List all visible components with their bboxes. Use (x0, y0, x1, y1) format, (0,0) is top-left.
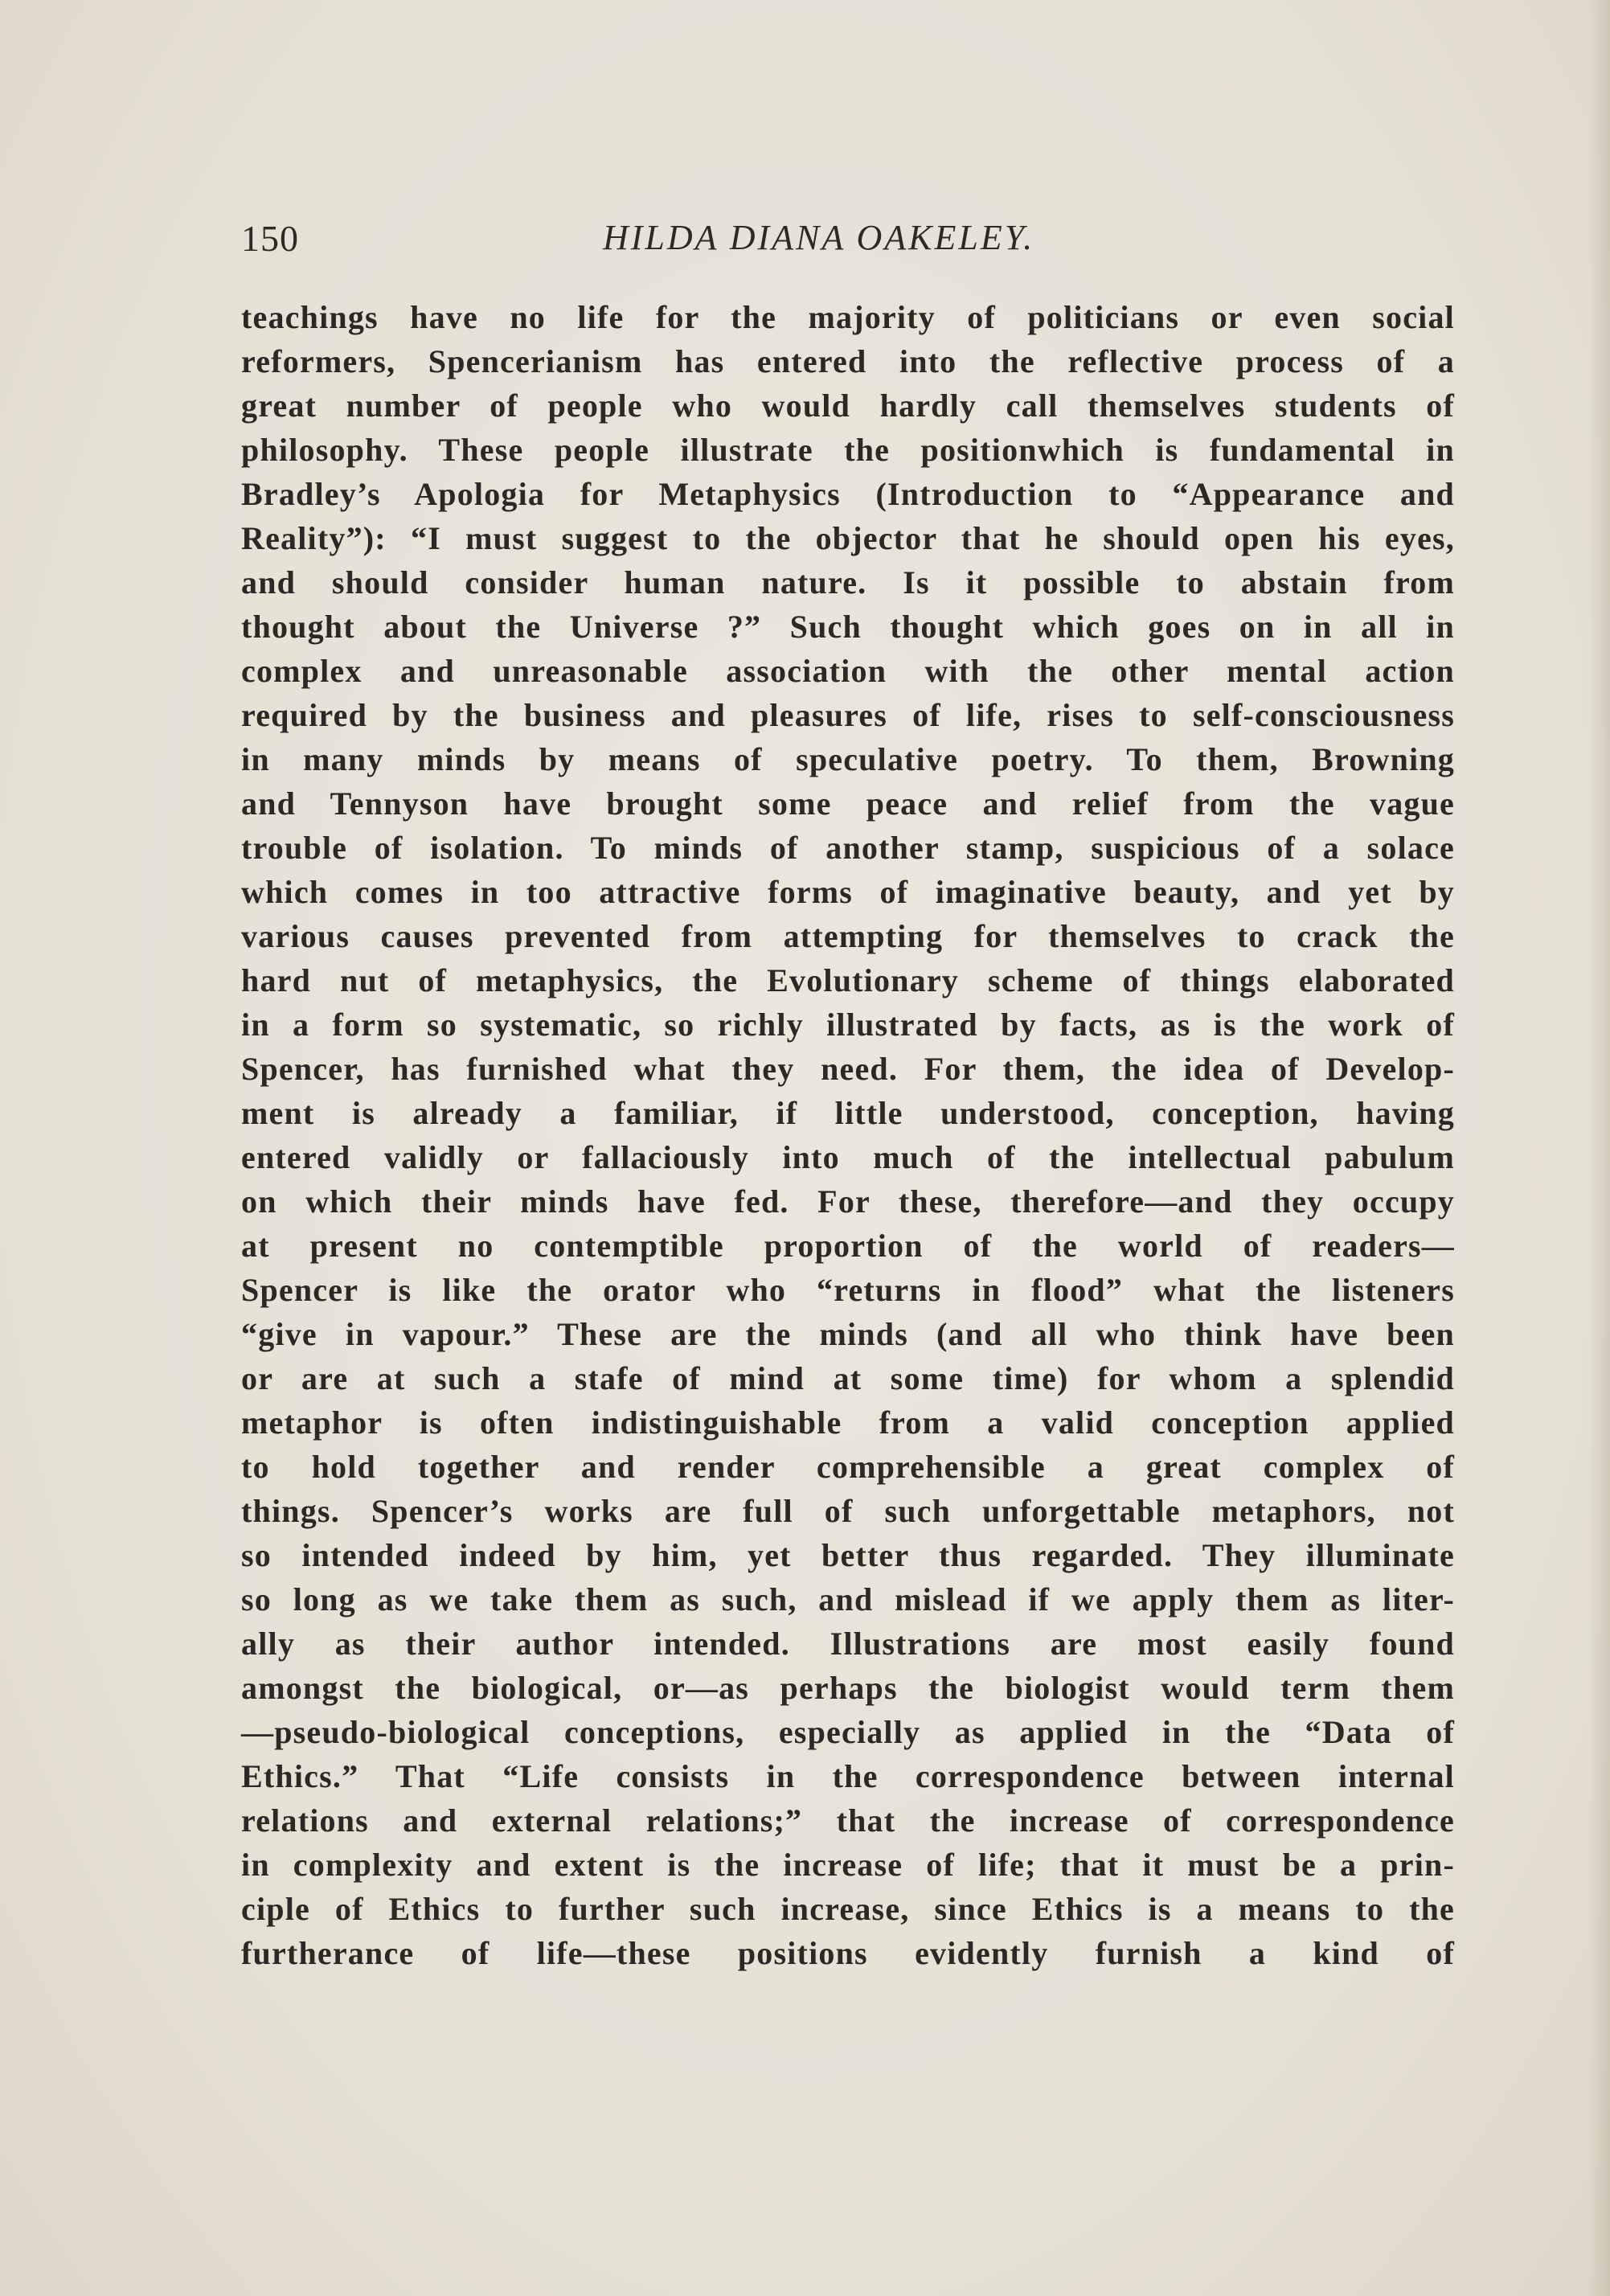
text-line: various causes prevented from attempting for themselves to crack the (241, 918, 1455, 954)
text-line: trouble of isolation. To minds of another stamp, suspicious of a solace (241, 830, 1455, 866)
text-line: Reality”): “I must suggest to the objector that he should open his eyes, (241, 520, 1455, 556)
body-text (241, 295, 1455, 1975)
text-line: Spencer is like the orator who “returns in flood” what the listeners (241, 1272, 1455, 1308)
text-line: philosophy. These people illustrate the positionwhich is fundamental in (241, 432, 1455, 468)
text-line: or are at such a stafe of mind at some time) for whom a splendid (241, 1360, 1455, 1396)
text-line: great number of people who would hardly call themselves students of (241, 387, 1455, 424)
text-line: at present no contemptible proportion of the world of readers— (241, 1228, 1455, 1264)
text-line: hard nut of metaphysics, the Evolutionary scheme of things elaborated (241, 962, 1455, 998)
text-line: so intended indeed by him, yet better thus regarded. They illuminate (241, 1537, 1455, 1573)
text-line: in a form so systematic, so richly illustrated by facts, as is the work of (241, 1007, 1455, 1043)
text-line: thought about the Universe ?” Such thought which goes on in all in (241, 609, 1455, 645)
text-line: on which their minds have fed. For these, therefore—and they occupy (241, 1183, 1455, 1220)
text-line: required by the business and pleasures of life, rises to self-consciousness (241, 697, 1455, 733)
text-line: metaphor is often indistinguishable from a valid conception applied (241, 1404, 1455, 1441)
text-line: complex and unreasonable association with the other mental action (241, 653, 1455, 689)
text-line: ally as their author intended. Illustrations are most easily found (241, 1626, 1455, 1662)
text-line: —pseudo-biological conceptions, especially as applied in the “Data of (241, 1714, 1455, 1750)
text-line: reformers, Spencerianism has entered into the reflective process of a (241, 343, 1455, 379)
page-edge-shadow (1587, 0, 1610, 2296)
text-line: to hold together and render comprehensible a great complex of (241, 1449, 1455, 1485)
text-line: things. Spencer’s works are full of such unforgettable metaphors, not (241, 1493, 1455, 1529)
text-line: Spencer, has furnished what they need. For them, the idea of Develop- (241, 1051, 1455, 1087)
text-line: and Tennyson have brought some peace and relief from the vague (241, 785, 1455, 822)
text-line: in complexity and extent is the increase of life; that it must be a prin- (241, 1847, 1455, 1883)
text-line: which comes in too attractive forms of imaginative beauty, and yet by (241, 874, 1455, 910)
text-line: amongst the biological, or—as perhaps the biologist would term them (241, 1670, 1455, 1706)
text-line: teachings have no life for the majority of politicians or even social (241, 299, 1455, 335)
text-line: furtherance of life—these positions evidently furnish a kind of (241, 1935, 1455, 1971)
running-title: HILDA DIANA OAKELEY. (603, 218, 1035, 257)
text-line: and should consider human nature. Is it possible to abstain from (241, 564, 1455, 601)
text-line: in many minds by means of speculative poetry. To them, Browning (241, 741, 1455, 777)
text-line: relations and external relations;” that the increase of correspondence (241, 1802, 1455, 1839)
text-line: “give in vapour.” These are the minds (and all who think have been (241, 1316, 1455, 1352)
text-line: Bradley’s Apologia for Metaphysics (Introduction to “Appearance and (241, 476, 1455, 512)
running-head (241, 217, 1455, 273)
text-line: entered validly or fallaciously into much of the intellectual pabulum (241, 1139, 1455, 1175)
page-number: 150 (241, 218, 299, 259)
text-line: so long as we take them as such, and mislead if we apply them as liter- (241, 1581, 1455, 1617)
text-line: Ethics.” That “Life consists in the correspondence between internal (241, 1758, 1455, 1794)
text-line: ciple of Ethics to further such increase, since Ethics is a means to the (241, 1891, 1455, 1927)
text-line: ment is already a familiar, if little understood, conception, having (241, 1095, 1455, 1131)
